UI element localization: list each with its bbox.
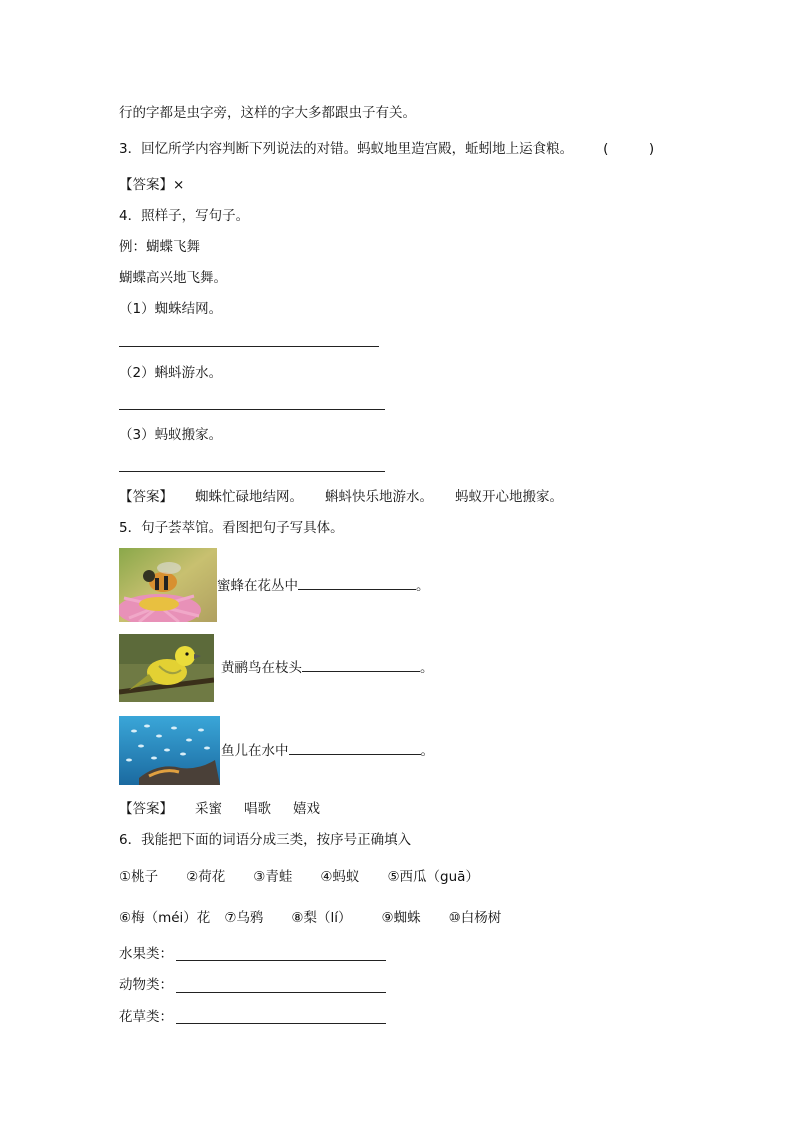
animal-category-line [176,992,386,993]
bee-on-flower-image [119,548,217,622]
word-5: ⑤西瓜（guā） [387,869,479,885]
question-4-answer [119,488,563,506]
question-3-answer: 【答案】× [119,177,185,193]
answer-line-4-1 [119,346,379,347]
yellow-bird-image [119,634,214,702]
word-9: ⑨蜘蛛 [381,910,421,926]
answer-5-3: 嬉戏 [293,801,320,817]
answer-line-4-2 [119,409,385,410]
answer-label: 【答案】 [119,801,173,817]
question-4: 4．照样子，写句子。 [119,208,250,224]
fruit-category-line [176,960,386,961]
answer-4-2: 蝌蚪快乐地游水。 [325,489,433,505]
flower-category-label: 花草类： [119,1009,173,1025]
word-7: ⑦乌鸦 [224,910,264,926]
word-row-2 [119,909,501,927]
word-row-1 [119,868,479,886]
answer-line-5-3 [289,742,421,755]
question-4-example: 蝴蝶高兴地飞舞。 [119,270,227,286]
question-5-answer [119,800,320,818]
question-5-sentence-2: 黄鹂鸟在枝头 。 [221,660,434,676]
word-3: ③青蛙 [253,869,293,885]
answer-5-1: 采蜜 [195,801,222,817]
answer-4-3: 蚂蚁开心地搬家。 [455,489,563,505]
question-6: 6．我能把下面的词语分成三类，按序号正确填入 [119,832,412,848]
question-5-sentence-3: 鱼儿在水中 。 [221,743,434,759]
animal-category-label: 动物类： [119,977,173,993]
question-4-example-label: 例：蝴蝶飞舞 [119,239,200,255]
answer-line-5-2 [302,659,420,672]
answer-line-5-1 [298,577,416,590]
continuation-text: 行的字都是虫字旁，这样的字大多都跟虫子有关。 [119,105,416,121]
word-10: ⑩白杨树 [448,910,502,926]
answer-label: 【答案】 [119,489,173,505]
word-8: ⑧梨（lí） [291,910,352,926]
flower-category-line [176,1023,386,1024]
fruit-category-label: 水果类： [119,946,173,962]
answer-4-1: 蜘蛛忙碌地结网。 [195,489,303,505]
question-3-answer-blank: ( ) [603,141,655,157]
question-3-text: 3．回忆所学内容判断下列说法的对错。蚂蚁地里造宫殿，蚯蚓地上运食粮。 [119,141,574,157]
fish-underwater-image [119,716,220,785]
question-4-item-3: （3）蚂蚁搬家。 [119,427,223,443]
answer-5-2: 唱歌 [244,801,271,817]
word-6: ⑥梅（méi）花 [119,910,211,926]
question-4-item-2: （2）蝌蚪游水。 [119,365,223,381]
question-3 [119,140,654,158]
answer-line-4-3 [119,471,385,472]
word-1: ①桃子 [119,869,159,885]
question-5-sentence-1: 蜜蜂在花丛中 。 [217,578,430,594]
word-2: ②荷花 [186,869,226,885]
question-4-item-1: （1）蜘蛛结网。 [119,301,223,317]
question-5: 5．句子荟萃馆。看图把句子写具体。 [119,520,344,536]
word-4: ④蚂蚁 [320,869,360,885]
